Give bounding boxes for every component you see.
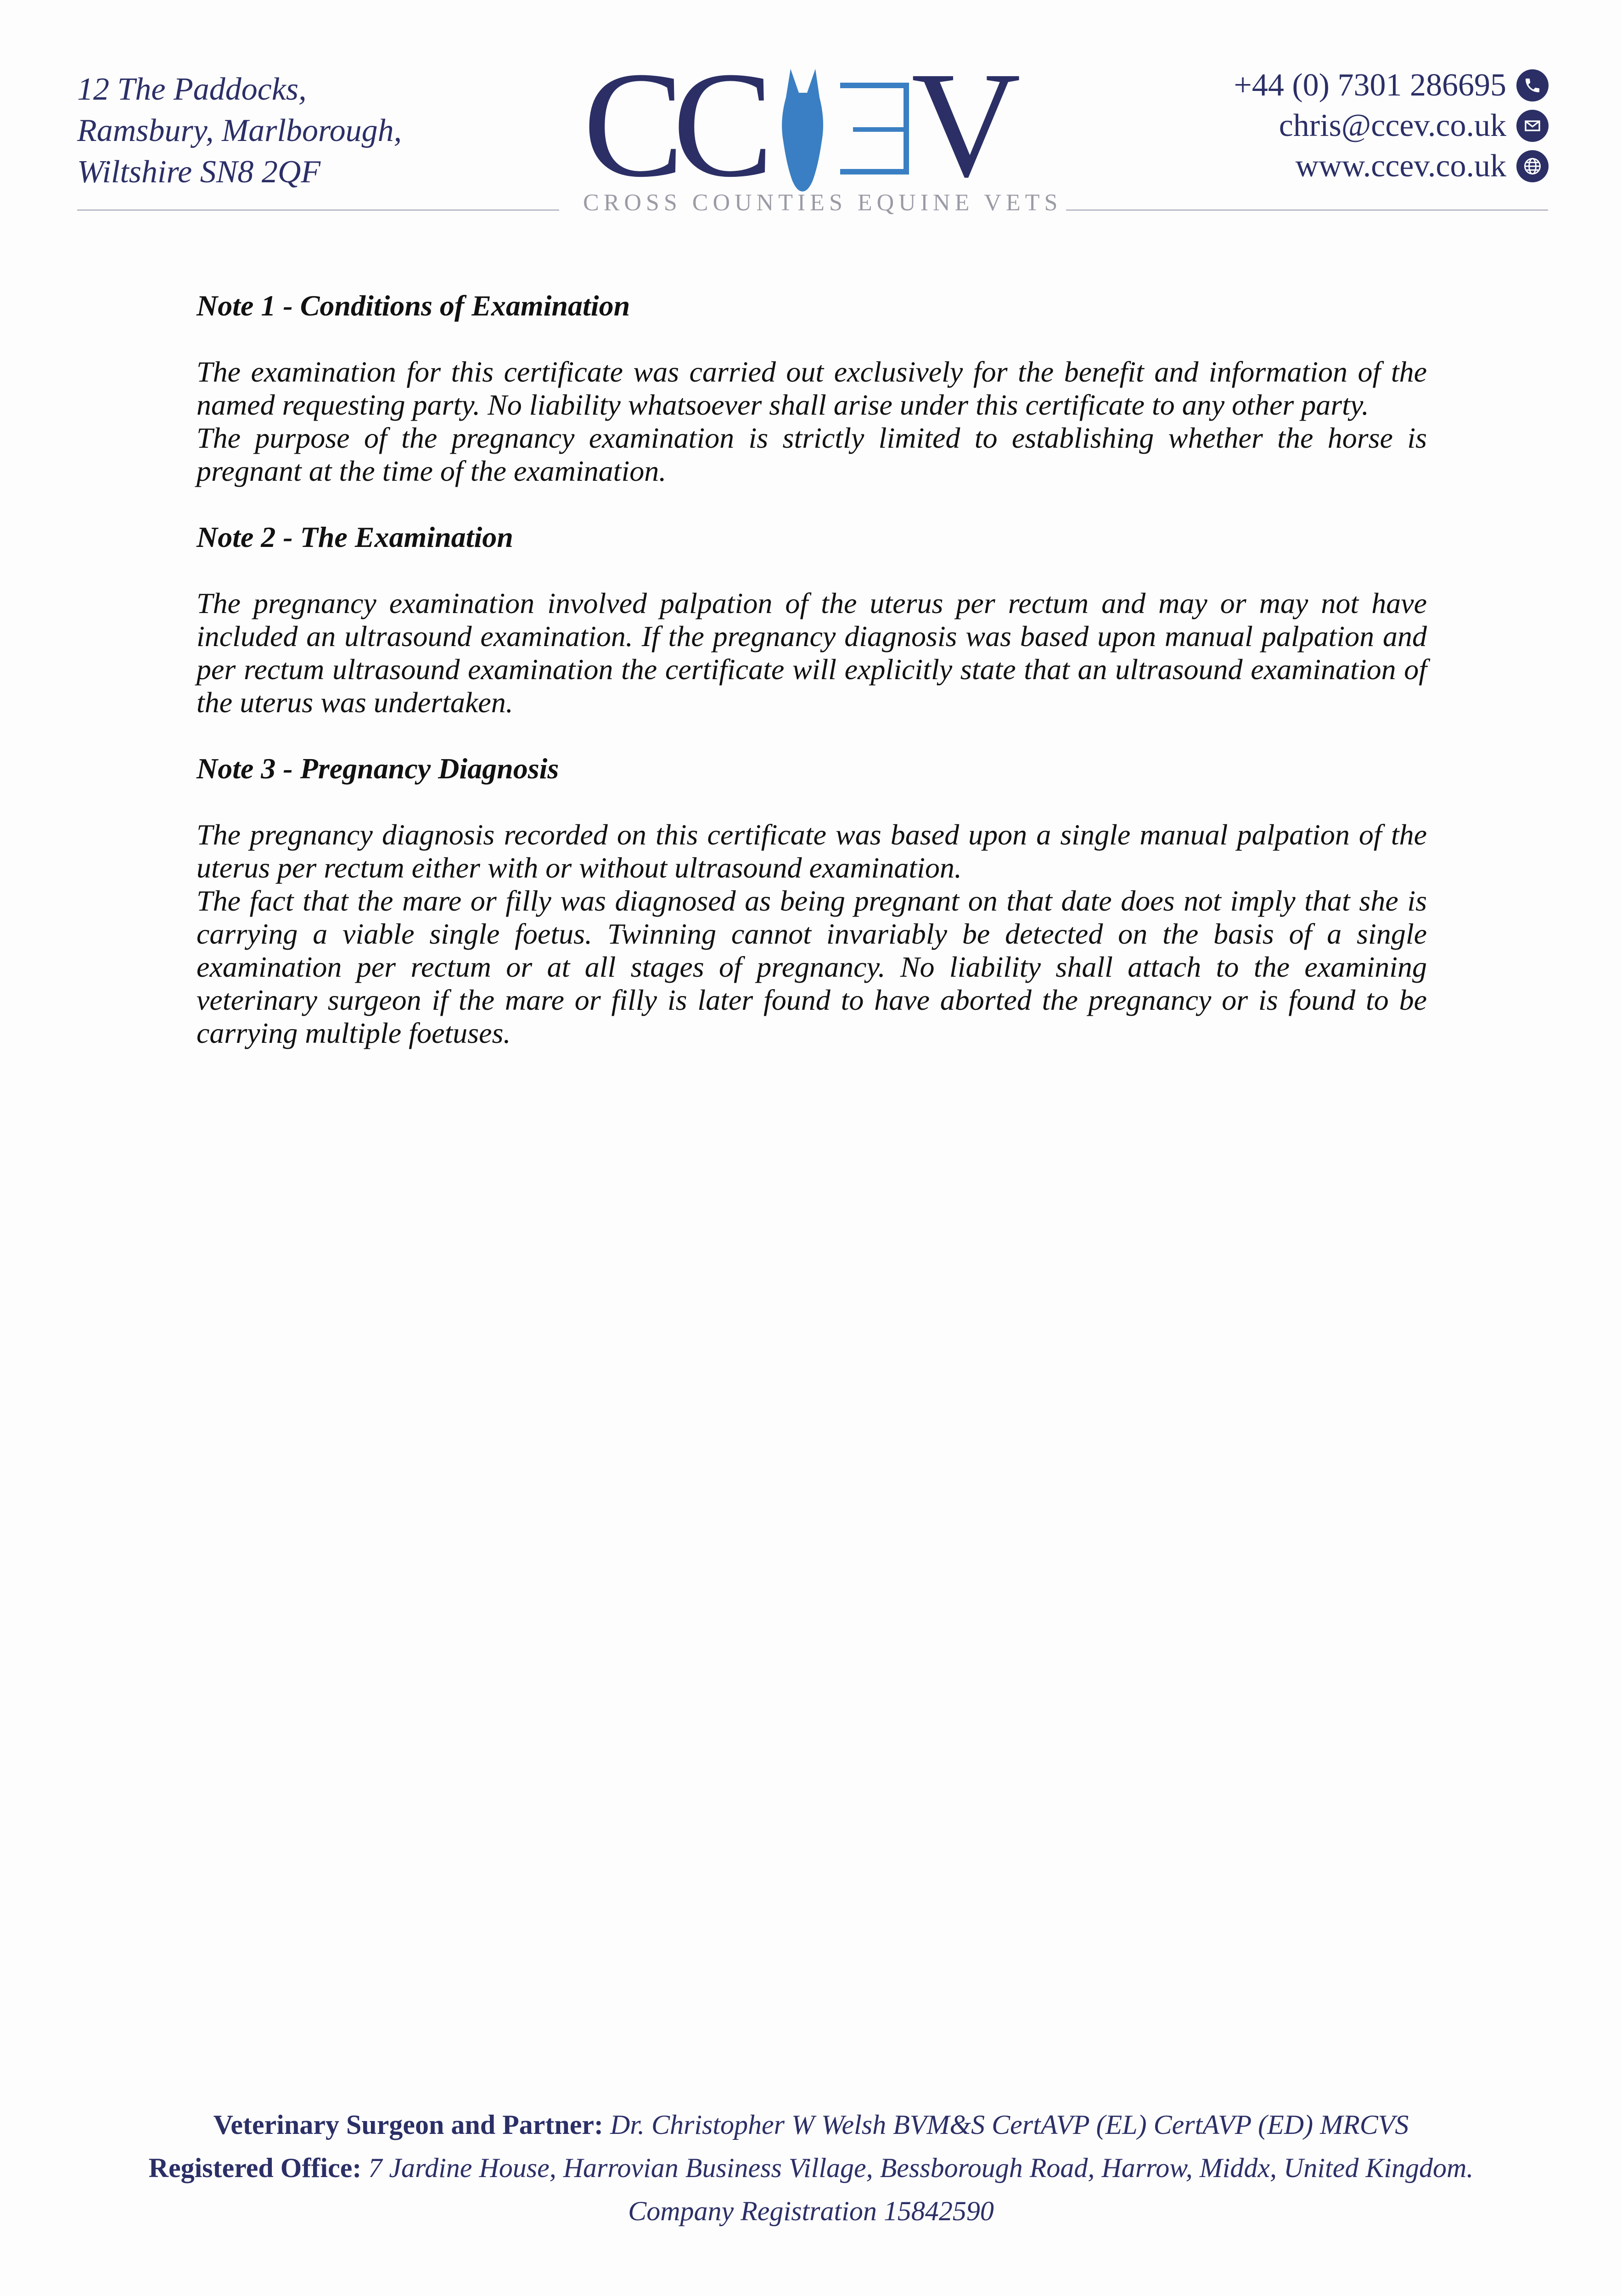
- email-row: [1234, 106, 1549, 146]
- svg-text:V: V: [911, 61, 1021, 198]
- note-heading: Note 2 - The Examination: [196, 521, 513, 553]
- partner-label: Veterinary Surgeon and Partner:: [213, 2110, 603, 2140]
- horse-head-icon: [782, 69, 823, 191]
- company-registration: Company Registration 15842590: [628, 2196, 994, 2226]
- address-line: Wiltshire SN8 2QF: [77, 154, 321, 190]
- mail-icon: [1516, 110, 1549, 142]
- note-heading: Note 3 - Pregnancy Diagnosis: [196, 752, 559, 785]
- globe-icon: [1516, 150, 1549, 182]
- office-label: Registered Office:: [148, 2153, 362, 2183]
- partner-line: [0, 2103, 1622, 2146]
- partner-value: Dr. Christopher W Welsh BVM&S CertAVP (EL) CertAVP (ED) MRCVS: [610, 2110, 1409, 2140]
- note-paragraph: The fact that the mare or filly was diagnosed as being pregnant on that date does not imply that she is carrying a viable single foetus. Twinning cannot invariably be detected on the basis of a single examination per rectum or at all stages of pregnancy. No liability shall attach to the examining veterinary surgeon if the mare or filly is later found to have aborted the pregnancy or is found to be carrying multiple foetuses.: [196, 884, 1427, 1049]
- svg-text:C: C: [673, 61, 774, 198]
- contact-block: [1234, 65, 1549, 186]
- address-line: 12 The Paddocks,: [77, 72, 307, 107]
- page-footer: [0, 2103, 1622, 2233]
- note-paragraph: The pregnancy diagnosis recorded on this certificate was based upon a single manual palpation of the uterus per rectum either with or without ultrasound examination.: [196, 818, 1427, 884]
- office-value: 7 Jardine House, Harrovian Business Village, Bessborough Road, Harrow, Middx, United Kingdom.: [368, 2153, 1474, 2183]
- email-address[interactable]: chris@ccev.co.uk: [1279, 108, 1506, 143]
- note-section: [196, 521, 1427, 719]
- note-paragraph: The pregnancy examination involved palpation of the uterus per rectum and may or may not have included an ultrasound examination. If the pregnancy diagnosis was based upon manual palpation and per rectum ultrasound examination the certificate will explicitly state that an ultrasound examination of the uterus was undertaken.: [196, 587, 1427, 719]
- note-section: [196, 752, 1427, 1050]
- note-section: [196, 289, 1427, 488]
- office-line: [0, 2146, 1622, 2189]
- phone-row: [1234, 65, 1549, 106]
- header-rule-left: [77, 209, 559, 211]
- ccev-logo: [583, 61, 1062, 217]
- website-row: [1234, 146, 1549, 186]
- logo-mark: [583, 61, 1042, 198]
- phone-icon: [1516, 69, 1549, 101]
- header-rule-right: [1066, 209, 1548, 211]
- note-heading: Note 1 - Conditions of Examination: [196, 289, 630, 322]
- phone-number[interactable]: +44 (0) 7301 286695: [1234, 68, 1506, 103]
- practice-address: [77, 69, 402, 193]
- logo-tagline: CROSS COUNTIES EQUINE VETS: [583, 190, 1062, 216]
- address-line: Ramsbury, Marlborough,: [77, 113, 402, 148]
- svg-text:C: C: [583, 61, 685, 198]
- note-paragraph: The examination for this certificate was carried out exclusively for the benefit and information of the named requesting party. No liability whatsoever shall arise under this certificate to any other party.: [196, 355, 1427, 421]
- website-link[interactable]: www.ccev.co.uk: [1295, 148, 1506, 184]
- certificate-notes: [196, 289, 1427, 1083]
- note-paragraph: The purpose of the pregnancy examination is strictly limited to establishing whether the horse is pregnant at the time of the examination.: [196, 422, 1427, 487]
